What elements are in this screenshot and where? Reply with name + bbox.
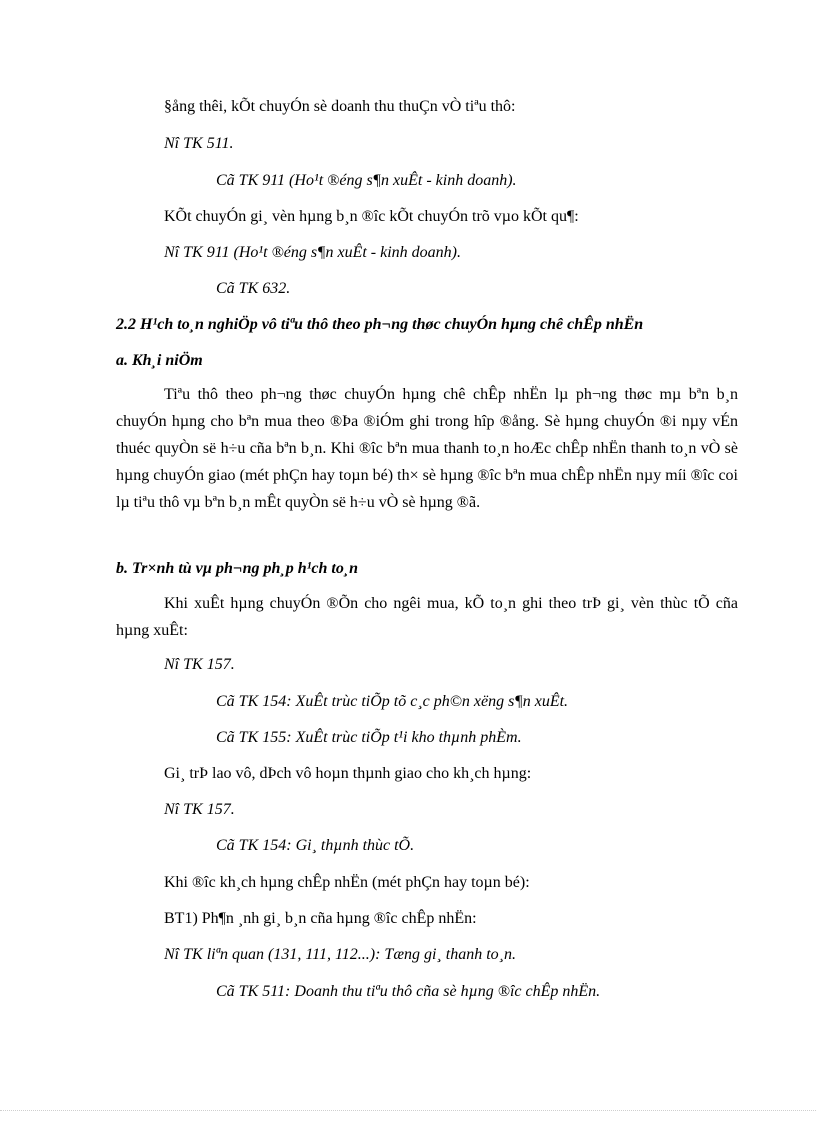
text-line: Nî TK 157.	[164, 656, 235, 673]
text-line: Nî TK liªn quan (131, 111, 112...): Tæng gi¸ thanh to¸n.	[164, 946, 516, 963]
text-line: Cã TK 632.	[216, 280, 291, 297]
body-paragraph: Tiªu thô theo ph¬ng thøc chuyÓn hµng chê chÊp nhËn lµ ph¬ng thøc mµ bªn b¸n chuyÓn hµng cho bªn mua theo ®Þa ®iÓm ghi trong hîp ®ång. Sè hµng chuyÓn ®i nµy vÉn thuéc quyÒn së h÷u cña bªn b¸n. Khi ®îc bªn mua thanh to¸n hoÆc chÊp nhËn thanh to¸n vÒ sè hµng chuyÓn giao (mét phÇn hay toµn bé) th× sè hµng ®îc bªn mua chÊp nhËn nµy míi ®îc coi lµ tiªu thô vµ bªn b¸n mÊt quyÒn së h÷u vÒ sè hµng ®ã.	[116, 386, 738, 511]
text-line: Nî TK 157.	[164, 801, 235, 818]
text-line: §ång thêi, kÕt chuyÓn sè doanh thu thuÇn vÒ tiªu thô:	[164, 98, 516, 115]
text-line: Cã TK 154: Gi¸ thµnh thùc tÕ.	[216, 837, 415, 854]
body-paragraph: Khi xuÊt hµng chuyÓn ®Õn cho ngêi mua, kÕ to¸n ghi theo trÞ gi¸ vèn thùc tÕ cña hµng xuÊt:	[116, 595, 738, 639]
text-line: Khi ®îc kh¸ch hµng chÊp nhËn (mét phÇn hay toµn bé):	[164, 874, 530, 891]
text-line: BT1) Ph¶n ¸nh gi¸ b¸n cña hµng ®îc chÊp nhËn:	[164, 910, 477, 927]
text-line: Nî TK 511.	[164, 135, 234, 152]
text-line: Nî TK 911 (Ho¹t ®éng s¶n xuÊt - kinh doanh).	[164, 244, 461, 261]
text-line: Cã TK 155: XuÊt trùc tiÕp t¹i kho thµnh phÈm.	[216, 729, 522, 746]
footer-divider	[0, 1110, 816, 1111]
text-line: Gi¸ trÞ lao vô, dÞch vô hoµn thµnh giao cho kh¸ch hµng:	[164, 765, 532, 782]
text-line: Cã TK 511: Doanh thu tiªu thô cña sè hµng ®îc chÊp nhËn.	[216, 983, 601, 1000]
section-heading: 2.2 H¹ch to¸n nghiÖp vô tiªu thô theo ph¬ng thøc chuyÓn hµng chê chÊp nhËn	[116, 316, 644, 333]
text-line: Cã TK 911 (Ho¹t ®éng s¶n xuÊt - kinh doanh).	[216, 172, 517, 189]
text-line: KÕt chuyÓn gi¸ vèn hµng b¸n ®îc kÕt chuyÓn trõ vµo kÕt qu¶:	[164, 208, 579, 225]
text-line: Cã TK 154: XuÊt trùc tiÕp tõ c¸c ph©n xëng s¶n xuÊt.	[216, 693, 569, 710]
subsection-heading: b. Tr×nh tù vµ ph¬ng ph¸p h¹ch to¸n	[116, 560, 359, 577]
subsection-heading: a. Kh¸i niÖm	[116, 352, 203, 369]
